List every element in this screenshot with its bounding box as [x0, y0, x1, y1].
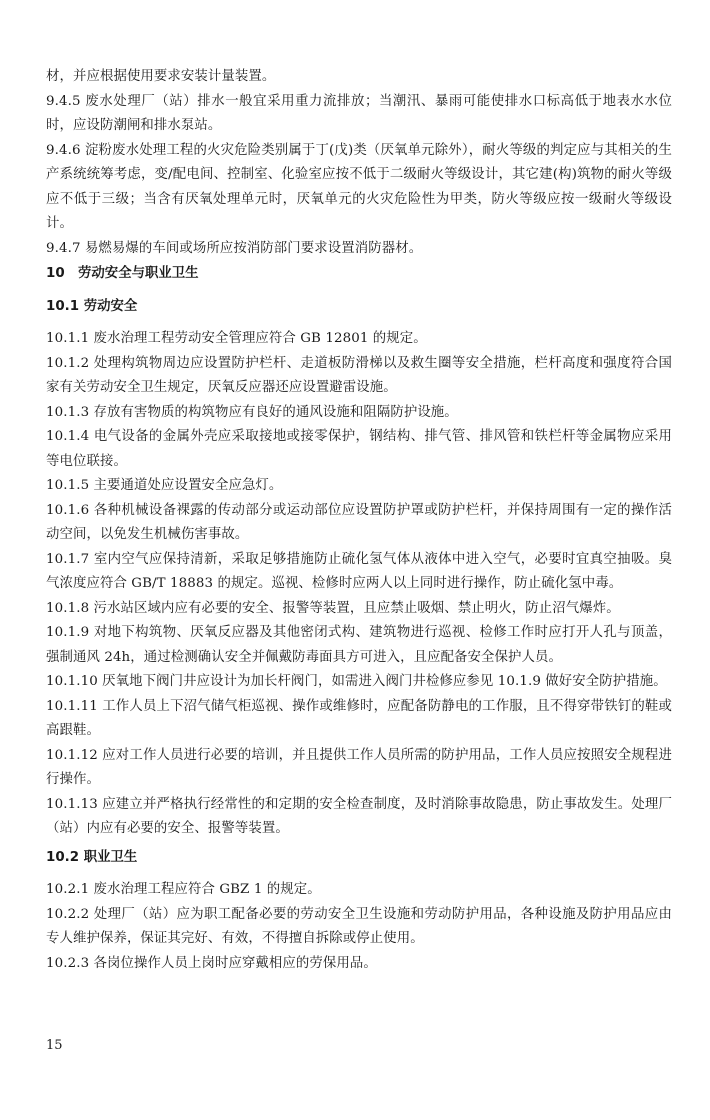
- paragraph-10-1-6: 10.1.6 各种机械设备裸露的传动部分或运动部位应设置防护罩或防护栏杆，并保持周围有一定的操作活动空间，以免发生机械伤害事故。: [46, 502, 672, 542]
- paragraph-10-1-2: 10.1.2 处理构筑物周边应设置防护栏杆、走道板防滑梯以及救生圈等安全措施，栏杆高度和强度符合国家有关劳动安全卫生规定，厌氧反应器还应设置避雷设施。: [46, 355, 672, 395]
- paragraph-10-1-5: 10.1.5 主要通道处应设置安全应急灯。: [46, 478, 283, 493]
- section-heading-10-1: 10.1 劳动安全: [46, 298, 138, 314]
- section-heading-10: 10 劳动安全与职业卫生: [46, 266, 199, 281]
- paragraph-10-1-3: 10.1.3 存放有害物质的构筑物应有良好的通风设施和阻隔防护设施。: [46, 404, 458, 420]
- paragraph-10-1-4: 10.1.4 电气设备的金属外壳应采取接地或接零保护，钢结构、排气管、排风管和铁栏杆等金属物应采用等电位联接。: [46, 429, 672, 469]
- paragraph-9-4-5: 9.4.5 废水处理厂（站）排水一般宜采用重力流排放；当潮汛、暴雨可能使排水口标高低于地表水水位时，应设防潮闸和排水泵站。: [46, 93, 672, 133]
- paragraph-10-2-2: 10.2.2 处理厂（站）应为职工配备必要的劳动安全卫生设施和劳动防护用品，各种设施及防护用品应由专人维护保养，保证其完好、有效，不得擅自拆除或停止使用。: [46, 906, 672, 946]
- paragraph-10-1-13: 10.1.13 应建立并严格执行经常性的和定期的安全检查制度，及时消除事故隐患，防止事故发生。处理厂（站）内应有必要的安全、报警等装置。: [46, 796, 672, 836]
- paragraph-10-1-12: 10.1.12 应对工作人员进行必要的培训，并且提供工作人员所需的防护用品，工作人员应按照安全规程进行操作。: [46, 747, 672, 787]
- paragraph-continuation: 材，并应根据使用要求安装计量装置。: [46, 69, 276, 84]
- section-heading-10-2: 10.2 职业卫生: [46, 849, 138, 865]
- paragraph-10-2-1: 10.2.1 废水治理工程应符合 GBZ 1 的规定。: [46, 882, 321, 897]
- paragraph-10-1-7: 10.1.7 室内空气应保持清新，采取足够措施防止硫化氢气体从液体中进入空气，必要时宜真空抽吸。臭气浓度应符合 GB/T 18883 的规定。巡视、检修时应两人以上同时进行操作，防止硫化氢中毒。: [46, 551, 672, 591]
- paragraph-9-4-6: 9.4.6 淀粉废水处理工程的火灾危险类别属于丁(戊)类（厌氧单元除外），耐火等级的判定应与其相关的生产系统统筹考虑，变/配电间、控制室、化验室应按不低于二级耐火等级设计，其它建(构)筑物的耐火等级应不低于三级；当含有厌氧处理单元时，厌氧单元的火灾危险性为甲类，防火等级应按一级耐火等级设计。: [46, 142, 672, 231]
- page-number: 15: [46, 1038, 63, 1053]
- paragraph-10-1-9: 10.1.9 对地下构筑物、厌氧反应器及其他密闭式构、建筑物进行巡视、检修工作时应打开人孔与顶盖，强制通风 24h，通过检测确认安全并佩戴防毒面具方可进入，且应配备安全保护人员。: [46, 625, 672, 665]
- paragraph-10-1-8: 10.1.8 污水站区域内应有必要的安全、报警等装置，且应禁止吸烟、禁止明火，防止沼气爆炸。: [46, 600, 620, 616]
- paragraph-10-1-11: 10.1.11 工作人员上下沼气储气柜巡视、操作或维修时，应配备防静电的工作服，且不得穿带铁钉的鞋或高跟鞋。: [46, 698, 672, 738]
- paragraph-10-2-3: 10.2.3 各岗位操作人员上岗时应穿戴相应的劳保用品。: [46, 955, 377, 971]
- paragraph-9-4-7: 9.4.7 易燃易爆的车间或场所应按消防部门要求设置消防器材。: [46, 240, 423, 256]
- paragraph-10-1-1: 10.1.1 废水治理工程劳动安全管理应符合 GB 12801 的规定。: [46, 331, 427, 346]
- paragraph-10-1-10: 10.1.10 厌氧地下阀门井应设计为加长杆阀门，如需进入阀门井检修应参见 10.1.9 做好安全防护措施。: [46, 674, 667, 689]
- document-page: [46, 65, 672, 976]
